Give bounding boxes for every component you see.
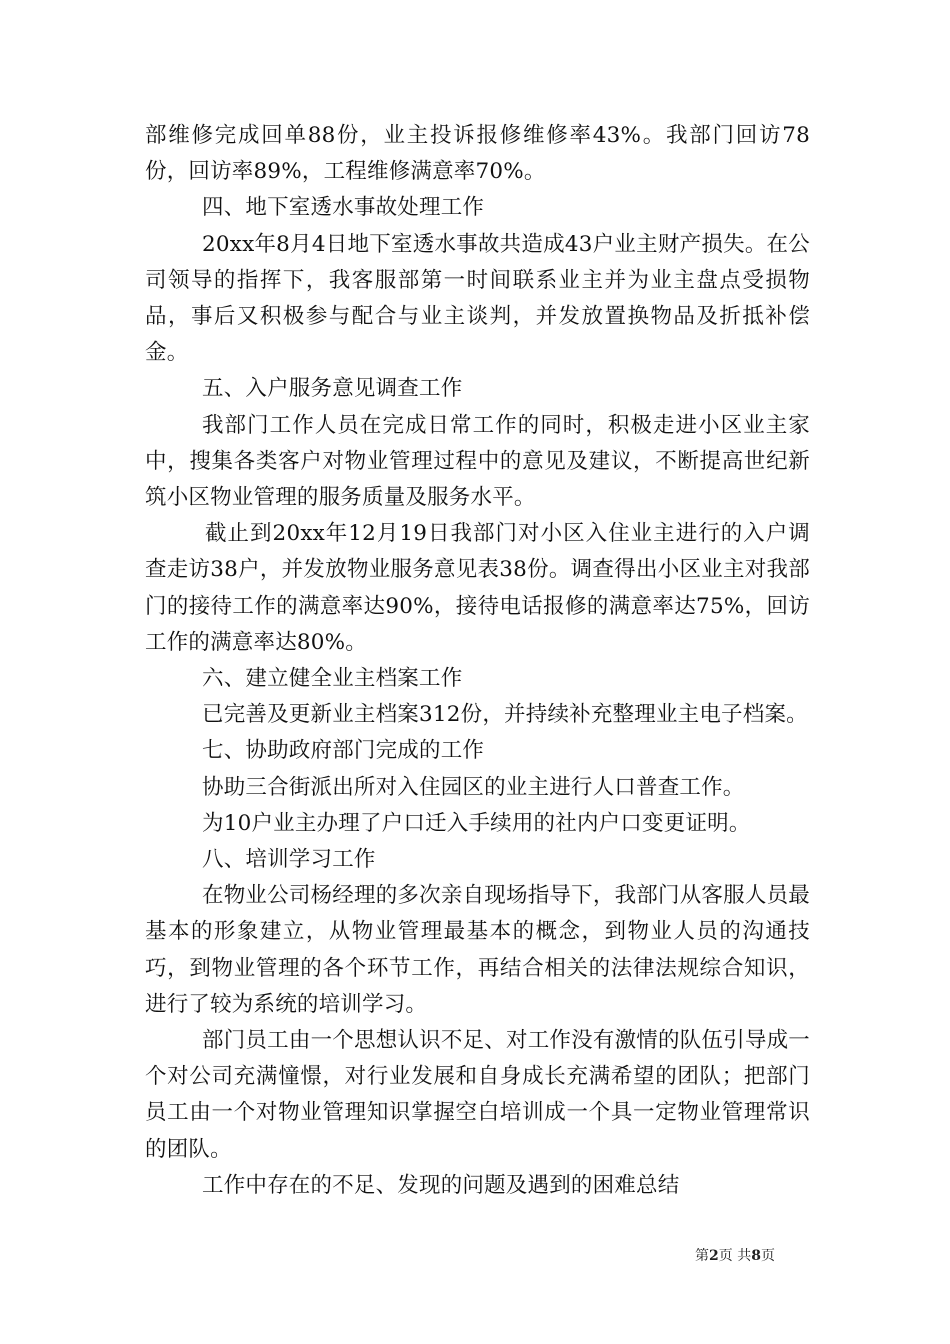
footer-middle: 页 共	[718, 1248, 752, 1264]
section-heading-survey: 五、入户服务意见调查工作	[202, 376, 463, 402]
paragraph-survey-intro: 我部门工作人员在完成日常工作的同时，积极走进小区业主家中，搜集各类客户对物业管理过程中的意见及建议，不断提高世纪新筑小区物业管理的服务质量及服务水平。	[145, 412, 810, 511]
footer-suffix: 页	[760, 1248, 775, 1264]
paragraph-household-registration: 为10户业主办理了户口迁入手续用的社内户口变更证明。	[202, 810, 751, 836]
page-number-footer	[695, 1245, 775, 1265]
paragraph-repair-stats: 部维修完成回单88份，业主投诉报修维修率43%。我部门回访78份，回访率89%，工程维修满意率70%。	[145, 123, 810, 185]
paragraph-basement-leak: 20xx年8月4日地下室透水事故共造成43户业主财产损失。在公司领导的指挥下，我客服部第一时间联系业主并为业主盘点受损物品，事后又积极参与配合与业主谈判，并发放置换物品及折抵补偿金。	[145, 231, 810, 366]
paragraph-survey-results: 截止到20xx年12月19日我部门对小区入住业主进行的入户调查走访38户，并发放物业服务意见表38份。调查得出小区业主对我部门的接待工作的满意率达90%，接待电话报修的满意率达75%，回访工作的满意率达80%。	[145, 521, 810, 655]
footer-prefix: 第	[695, 1248, 709, 1264]
section-heading-training: 八、培训学习工作	[202, 847, 376, 873]
section-heading-shortcomings: 工作中存在的不足、发现的问题及遇到的困难总结	[202, 1172, 680, 1198]
paragraph-owner-files: 已完善及更新业主档案312份，并持续补充整理业主电子档案。	[202, 702, 808, 728]
paragraph-training: 在物业公司杨经理的多次亲自现场指导下，我部门从客服人员最基本的形象建立，从物业管理最基本的概念，到物业人员的沟通技巧，到物业管理的各个环节工作，再结合相关的法律法规综合知识，进行了较为系统的培训学习。	[145, 883, 810, 1017]
paragraph-team-growth: 部门员工由一个思想认识不足、对工作没有激情的队伍引导成一个对公司充满憧憬，对行业发展和自身成长充满希望的团队；把部门员工由一个对物业管理知识掌握空白培训成一个具一定物业管理常识的团队。	[145, 1028, 810, 1162]
footer-total-pages: 8	[751, 1248, 761, 1264]
section-heading-government-assist: 七、协助政府部门完成的工作	[202, 738, 485, 764]
document-body	[145, 118, 810, 1204]
paragraph-census: 协助三合街派出所对入住园区的业主进行人口普查工作。	[202, 774, 745, 800]
section-heading-basement-leak: 四、地下室透水事故处理工作	[202, 195, 485, 221]
footer-current-page: 2	[709, 1248, 719, 1264]
section-heading-owner-files: 六、建立健全业主档案工作	[202, 666, 463, 692]
